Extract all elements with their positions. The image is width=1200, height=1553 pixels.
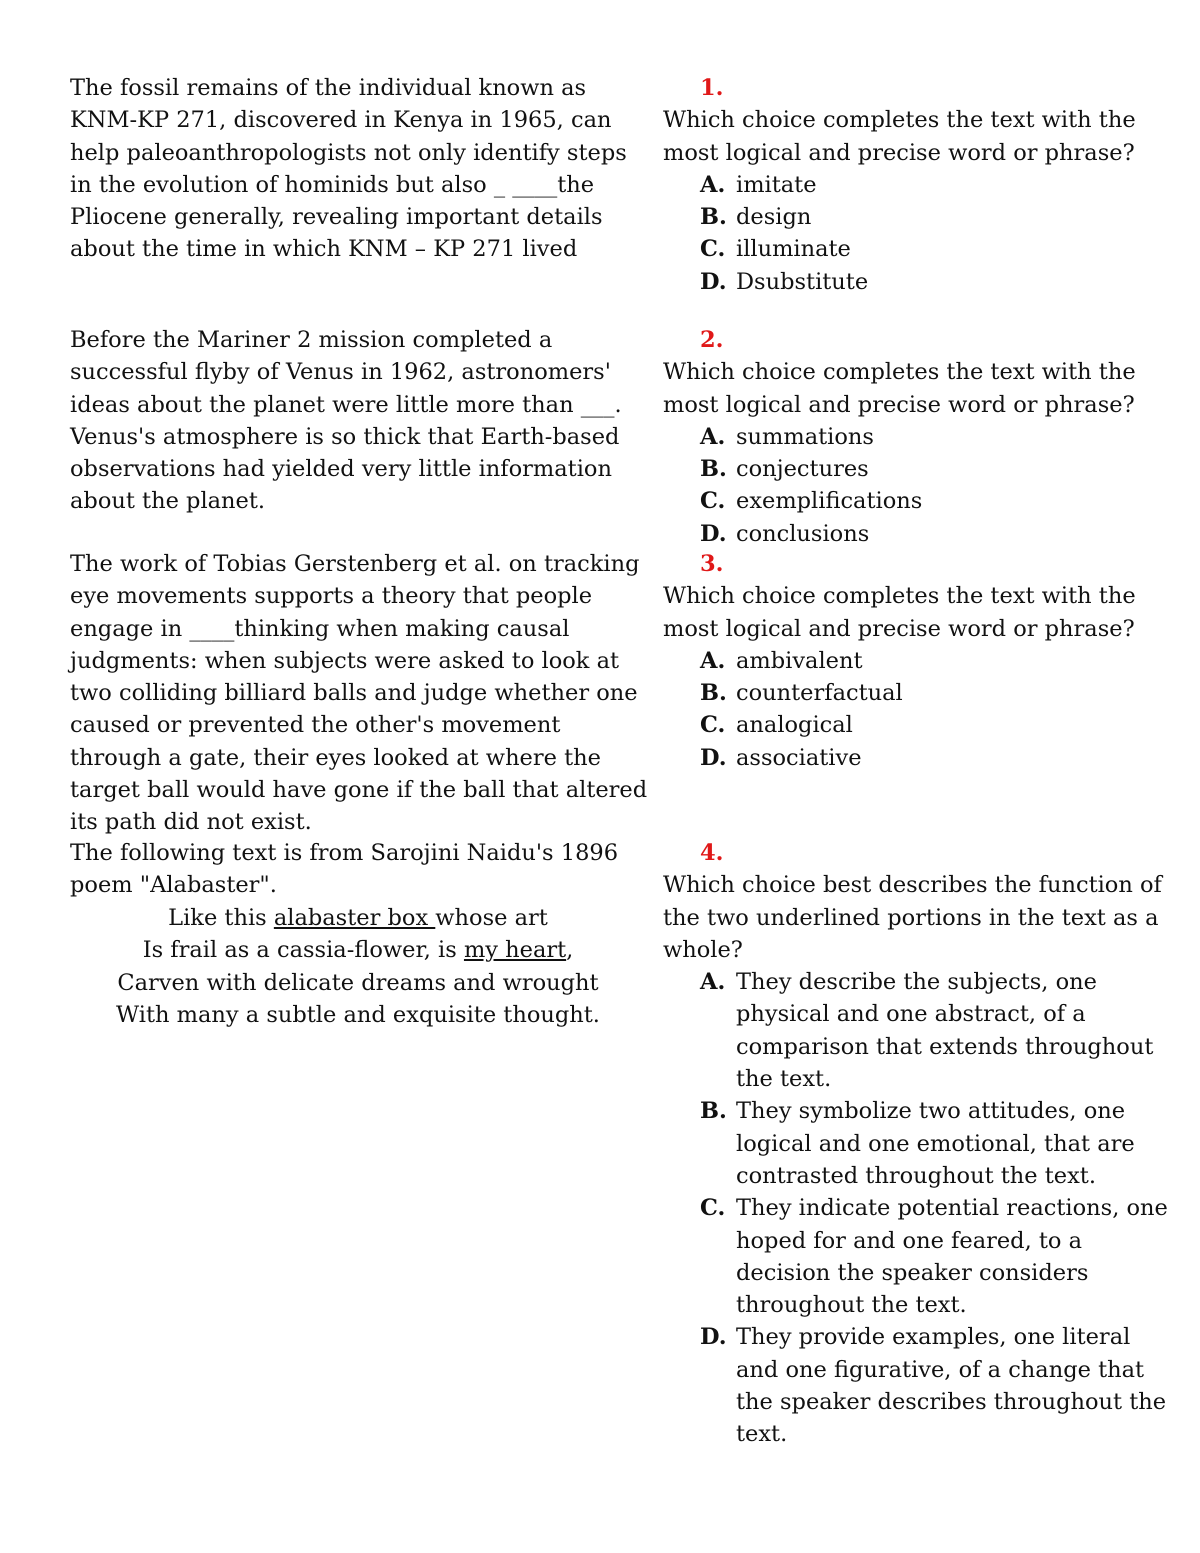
option-list [663,645,1173,774]
option-letter: C. [700,236,726,263]
option-b[interactable] [663,201,1173,233]
poem-text: Like this [168,905,274,931]
option-letter: A. [700,423,726,450]
option-list [663,421,1173,550]
option-letter: D. [700,1324,727,1351]
option-c[interactable] [663,709,1173,741]
passage-text: The fossil remains of the individual known as KNM-KP 271, discovered in Kenya in 1965, can help paleoanthropologists not only identify steps in the evolution of hominids but also _ ____the Pliocene generally, revealing important details about the time in which KNM – KP 271 lived [70,75,627,263]
option-letter: D. [700,520,727,547]
option-text: They describe the subjects, one physical and one abstract, of a comparison that extends throughout the text. [736,969,1154,1093]
question-2 [663,324,1173,550]
question-4 [663,837,1173,1451]
passage-4-intro [70,837,650,902]
option-c[interactable] [663,485,1173,517]
question-number: 2. [700,327,724,353]
passage-text: The work of Tobias Gerstenberg et al. on tracking eye movements supports a theory that people engage in ____thinking when making causal judgments: when subjects were asked to look at two colliding billiard balls and judge whether one caused or prevented the other's movement through a gate, their eyes looked at where the target ball would have gone if the ball that altered its path did not exist. [70,551,648,836]
question-prompt: Which choice completes the text with the most logical and precise word or phrase? [663,359,1136,418]
option-text: They symbolize two attitudes, one logical and one emotional, that are contrasted throughout the text. [736,1098,1135,1189]
poem [58,902,658,1031]
poem-line-3: Carven with delicate dreams and wrought [117,969,599,996]
passage-1 [70,72,650,266]
poem-text: Is frail as a cassia-flower, is [142,937,464,964]
poem-line-1 [58,902,658,934]
option-list [663,169,1173,298]
option-list [663,966,1173,1450]
option-letter: C. [700,712,726,739]
question-prompt: Which choice completes the text with the most logical and precise word or phrase? [663,107,1136,166]
option-d[interactable] [663,742,1173,774]
underlined-phrase-alabaster-box: alabaster box [273,905,436,931]
option-letter: B. [700,680,727,707]
passage-2 [70,324,650,518]
poem-text: , [566,937,574,964]
option-letter: B. [700,456,727,483]
question-3 [663,548,1173,774]
question-1 [663,72,1173,298]
option-text: conjectures [736,456,869,483]
option-d[interactable] [663,518,1173,550]
option-letter: B. [700,1098,727,1125]
option-text: summations [736,423,874,450]
question-number: 1. [700,75,724,101]
option-a[interactable] [663,645,1173,677]
option-a[interactable] [663,421,1173,453]
passage-text: Before the Mariner 2 mission completed a successful flyby of Venus in 1962, astronomers' ideas about the planet were little more than ___. Venus's atmosphere is so thick that Earth-based observations had yielded very little information about the planet. [70,327,622,515]
passage-text: The following text is from Sarojini Naidu's 1896 poem "Alabaster". [70,840,619,899]
option-b[interactable] [663,677,1173,709]
option-text: design [736,204,812,231]
question-prompt: Which choice best describes the function of the two underlined portions in the text as a whole? [663,872,1162,963]
option-c[interactable] [663,1192,1173,1321]
option-d[interactable] [663,1321,1173,1450]
option-text: Dsubstitute [736,268,869,295]
option-letter: D. [700,268,727,295]
option-text: counterfactual [736,680,903,707]
option-b[interactable] [663,1095,1173,1192]
option-letter: C. [700,488,726,515]
option-text: analogical [736,712,853,739]
option-a[interactable] [663,966,1173,1095]
option-text: exemplifications [736,488,923,515]
option-text: associative [736,744,862,771]
question-number: 4. [700,840,724,866]
passage-3 [70,548,650,839]
option-letter: A. [700,647,726,674]
option-letter: B. [700,204,727,231]
option-text: ambivalent [736,647,863,674]
underlined-phrase-my-heart: my heart [463,937,567,964]
poem-text: whose art [435,905,548,931]
option-b[interactable] [663,453,1173,485]
option-c[interactable] [663,233,1173,265]
option-text: illuminate [736,236,851,263]
option-letter: A. [700,171,726,198]
option-letter: A. [700,969,726,996]
option-text: conclusions [736,520,870,547]
option-text: They provide examples, one literal and one figurative, of a change that the speaker describes throughout the text. [736,1324,1167,1448]
question-number: 3. [700,551,724,577]
poem-line-4: With many a subtle and exquisite thought. [116,1001,600,1028]
option-d[interactable] [663,266,1173,298]
option-text: They indicate potential reactions, one hoped for and one feared, to a decision the speaker considers throughout the text. [736,1195,1168,1319]
poem-line-2 [58,934,658,966]
option-a[interactable] [663,169,1173,201]
option-letter: D. [700,744,727,771]
question-prompt: Which choice completes the text with the most logical and precise word or phrase? [663,583,1136,642]
option-text: imitate [736,171,817,198]
option-letter: C. [700,1195,726,1222]
